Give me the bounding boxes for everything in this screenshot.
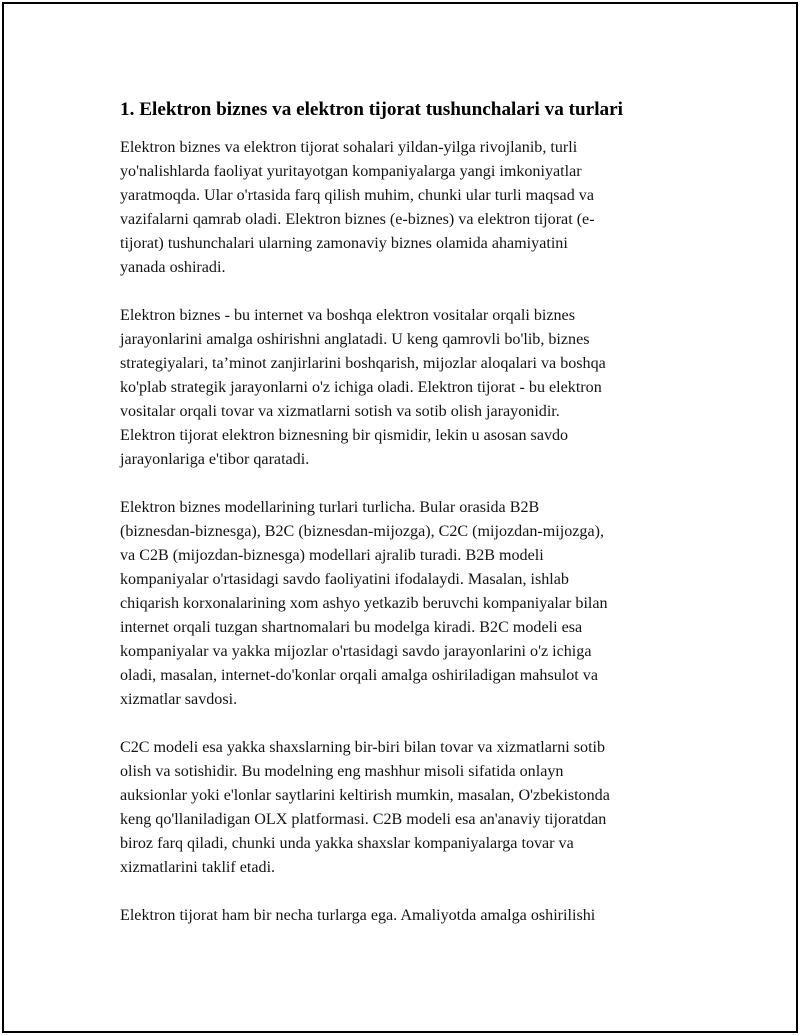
paragraph-c2c-c2b: C2C modeli esa yakka shaxslarning bir-biri bilan tovar va xizmatlarni sotib olish va sotishidir. Bu modelning eng mashhur misoli sifatida onlayn auksionlar yoki e'lonlar saytlarini keltirish mumkin, masalan, O'zbekistonda keng qo'llaniladigan OLX platformasi. C2B modeli esa an'anaviy tijoratdan biroz farq qiladi, chunki unda yakka shaxslar kompaniyalarga tovar va xizmatlarini taklif etadi. — [120, 739, 610, 876]
paragraph-business-models: Elektron biznes modellarining turlari turlicha. Bular orasida B2B (biznesdan-biznesga), B2C (biznesdan-mijozga), C2C (mijozdan-mijozga), va C2B (mijozdan-biznesga) modellari ajralib turadi. B2B modeli kompaniyalar o'rtasidagi savdo faoliyatini ifodalaydi. Masalan, ishlab chiqarish korxonalarining xom ashyo yetkazib beruvchi kompaniyalar bilan internet orqali tuzgan shartnomalari bu modelga kiradi. B2C modeli esa kompaniyalar va yakka mijozlar o'rtasidagi savdo jarayonlarini o'z ichiga oladi, masalan, internet-do'konlar orqali amalga oshiriladigan mahsulot va xizmatlar savdosi. — [120, 499, 608, 708]
paragraph-definitions: Elektron biznes - bu internet va boshqa elektron vositalar orqali biznes jarayonlarini amalga oshirishni anglatadi. U keng qamrovli bo'lib, biznes strategiyalari, ta’minot zanjirlarini boshqarish, mijozlar aloqalari va boshqa ko'plab strategik jarayonlarni o'z ichiga oladi. Elektron tijorat - bu elektron vositalar orqali tovar va xizmatlarni sotish va sotib olish jarayonidir. Elektron tijorat elektron biznesning bir qismidir, lekin u asosan savdo jarayonlariga e'tibor qaratadi. — [120, 307, 606, 468]
paragraph-ecommerce-types: Elektron tijorat ham bir necha turlarga ega. Amaliyotda amalga oshirilishi — [120, 907, 596, 924]
page-frame — [2, 2, 798, 1033]
paragraph-intro: Elektron biznes va elektron tijorat sohalari yildan-yilga rivojlanib, turli yo'nalishlarda faoliyat yuritayotgan kompaniyalarga yangi imkoniyatlar yaratmoqda. Ular o'rtasida farq qilish muhim, chunki ular turli maqsad va vazifalarni qamrab oladi. Elektron biznes (e-biznes) va elektron tijorat (e- tijorat) tushunchalari ularning zamonaviy biznes olamida ahamiyatini yanada oshiradi. — [120, 139, 595, 276]
document-body — [120, 96, 676, 952]
section-heading: 1. Elektron biznes va elektron tijorat tushunchalari va turlari — [120, 99, 623, 120]
